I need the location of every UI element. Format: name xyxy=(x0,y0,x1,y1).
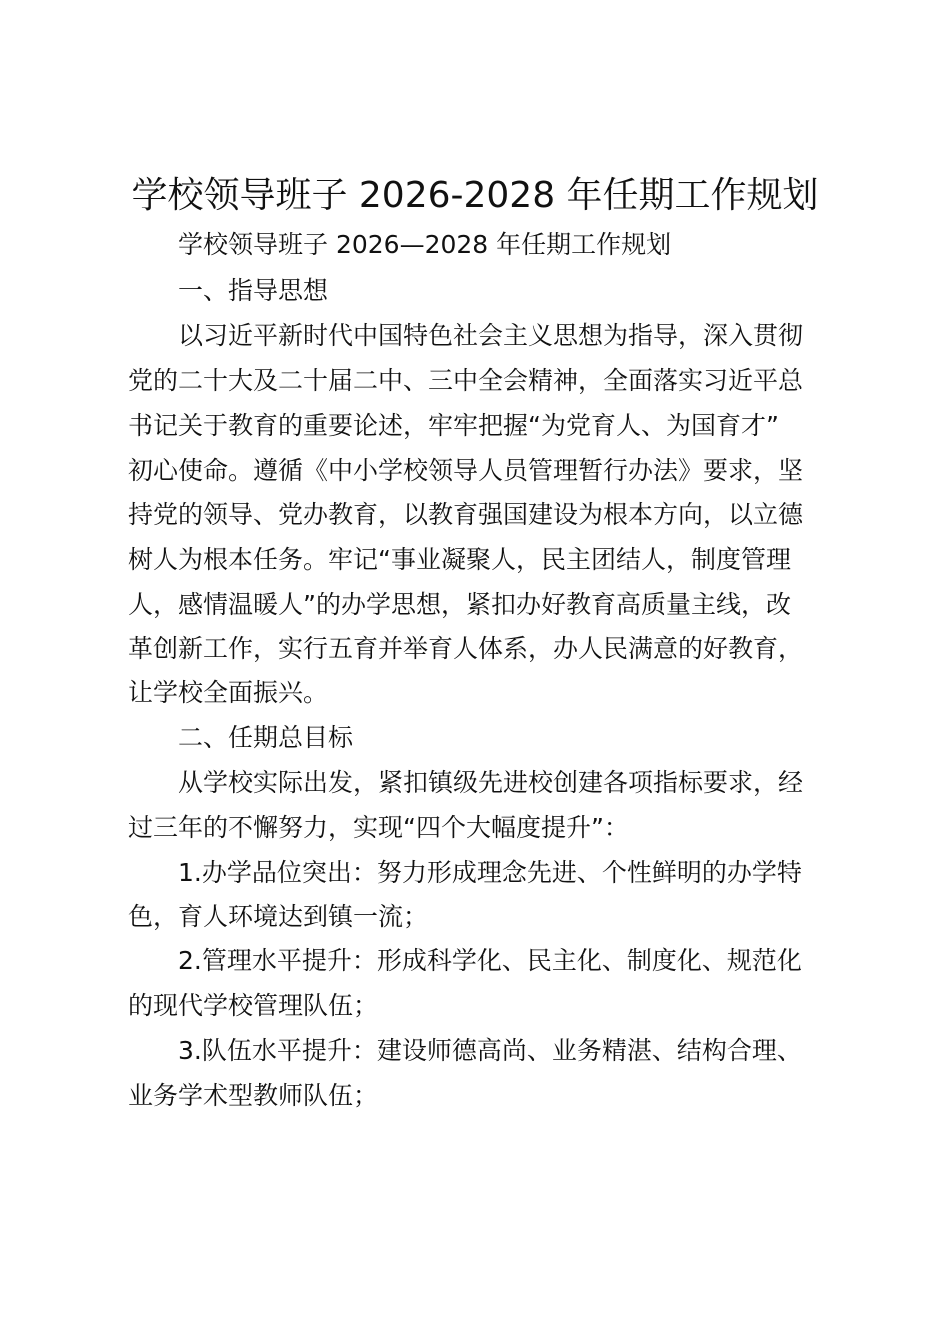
document-subtitle: 学校领导班子 2026—2028 年任期工作规划 xyxy=(178,230,672,259)
paragraph-line: 树人为根本任务。牢记“事业凝聚人，民主团结人，制度管理 xyxy=(128,545,791,574)
list-item-line: 2.管理水平提升：形成科学化、民主化、制度化、规范化 xyxy=(178,946,802,975)
section-heading-guiding-ideology: 一、指导思想 xyxy=(178,276,329,305)
list-item-line: 的现代学校管理队伍； xyxy=(128,991,379,1020)
list-item-line: 色，育人环境达到镇一流； xyxy=(128,902,429,931)
paragraph-line: 以习近平新时代中国特色社会主义思想为指导，深入贯彻 xyxy=(178,321,804,350)
paragraph-line: 过三年的不懈努力，实现“四个大幅度提升”： xyxy=(128,813,629,842)
paragraph-line: 革创新工作，实行五育并举育人体系，办人民满意的好教育， xyxy=(128,634,804,663)
paragraph-line: 持党的领导、党办教育，以教育强国建设为根本方向，以立德 xyxy=(128,500,804,529)
document-title: 学校领导班子 2026-2028 年任期工作规划 xyxy=(131,175,819,216)
paragraph-line: 书记关于教育的重要论述，牢牢把握“为党育人、为国育才” xyxy=(128,411,779,440)
paragraph-line: 党的二十大及二十届二中、三中全会精神，全面落实习近平总 xyxy=(128,366,804,395)
section-heading-term-goals: 二、任期总目标 xyxy=(178,723,354,752)
paragraph-line: 初心使命。遵循《中小学校领导人员管理暂行办法》要求，坚 xyxy=(128,456,804,485)
list-item-line: 1.办学品位突出：努力形成理念先进、个性鲜明的办学特 xyxy=(178,858,802,887)
list-item-line: 3.队伍水平提升：建设师德高尚、业务精湛、结构合理、 xyxy=(178,1036,802,1065)
paragraph-line: 人，感情温暖人”的办学思想，紧扣办好教育高质量主线，改 xyxy=(128,590,791,619)
paragraph-line: 让学校全面振兴。 xyxy=(128,678,329,707)
list-item-line: 业务学术型教师队伍； xyxy=(128,1081,379,1110)
paragraph-line: 从学校实际出发，紧扣镇级先进校创建各项指标要求，经 xyxy=(178,768,804,797)
